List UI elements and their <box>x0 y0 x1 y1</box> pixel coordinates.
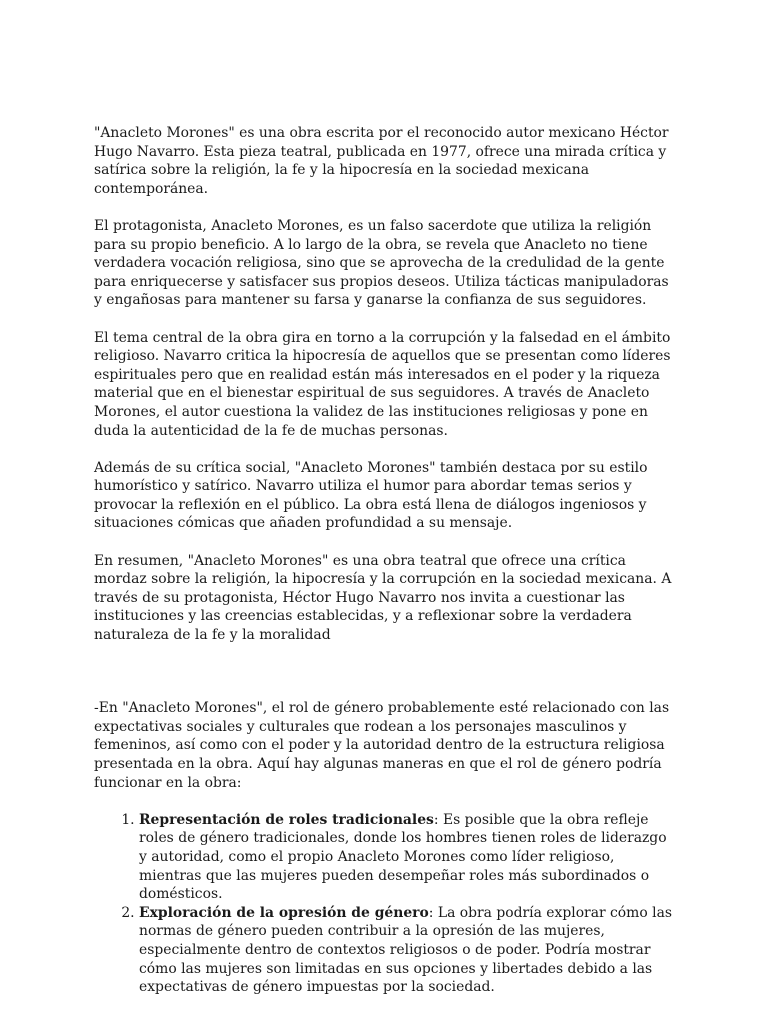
list-item <box>139 904 678 997</box>
list-item-text: : La obra podría explorar cómo las normas de género pueden contribuir a la opresión de las mujeres, especialmente dentro de contextos religiosos o de poder. Podría mostrar cómo las mujeres son limitadas en sus opciones y libertades debido a las expectativas de género impuestas por la sociedad. <box>139 904 672 996</box>
document-page <box>94 124 678 997</box>
list-item-title: Representación de roles tradicionales <box>139 811 434 828</box>
list-item-text: : Es posible que la obra refleje roles de género tradicionales, donde los hombres tienen roles de liderazgo y autoridad, como el propio Anacleto Morones como líder religioso, mientras que las mujeres pueden desempeñar roles más subordinados o domésticos. <box>139 811 667 903</box>
section-spacer <box>94 663 678 699</box>
paragraph-humor: Además de su crítica social, "Anacleto Morones" también destaca por su estilo humorístico y satírico. Navarro utiliza el humor para abordar temas serios y provocar la reflexión en el público. La obra está llena de diálogos ingeniosos y situaciones cómicas que añaden profundidad a su mensaje. <box>94 459 648 532</box>
paragraph-summary: En resumen, "Anacleto Morones" es una obra teatral que ofrece una crítica mordaz sobre la religión, la hipocresía y la corrupción en la sociedad mexicana. A través de su protagonista, Héctor Hugo Navarro nos invita a cuestionar las instituciones y las creencias establecidas, y a reflexionar sobre la verdadera naturaleza de la fe y la moralidad <box>94 552 672 644</box>
paragraph-introduction: "Anacleto Morones" es una obra escrita por el reconocido autor mexicano Héctor Hugo Navarro. Esta pieza teatral, publicada en 1977, ofrece una mirada crítica y satírica sobre la religión, la fe y la hipocresía en la sociedad mexicana contemporánea. <box>94 125 669 197</box>
paragraph-central-theme: El tema central de la obra gira en torno a la corrupción y la falsedad en el ámbito religioso. Navarro critica la hipocresía de aquellos que se presentan como líderes espirituales pero que en realidad están más interesados en el poder y la riqueza material que en el bienestar espiritual de sus seguidores. A través de Anacleto Morones, el autor cuestiona la validez de las instituciones religiosas y pone en duda la autenticidad de la fe de muchas personas. <box>94 329 671 439</box>
list-item <box>139 811 678 904</box>
gender-role-list <box>94 811 678 997</box>
paragraph-protagonist: El protagonista, Anacleto Morones, es un falso sacerdote que utiliza la religión para su propio beneficio. A lo largo de la obra, se revela que Anacleto no tiene verdadera vocación religiosa, sino que se aprovecha de la credulidad de la gente para enriquecerse y satisfacer sus propios deseos. Utiliza tácticas manipuladoras y engañosas para mantener su farsa y ganarse la confianza de sus seguidores. <box>94 217 669 309</box>
list-item-title: Exploración de la opresión de género <box>139 904 429 921</box>
paragraph-gender-role-intro: -En "Anacleto Morones", el rol de género probablemente esté relacionado con las expectativas sociales y culturales que rodean a los personajes masculinos y femeninos, así como con el poder y la autoridad dentro de la estructura religiosa presentada en la obra. Aquí hay algunas maneras en que el rol de género podría funcionar en la obra: <box>94 700 670 791</box>
